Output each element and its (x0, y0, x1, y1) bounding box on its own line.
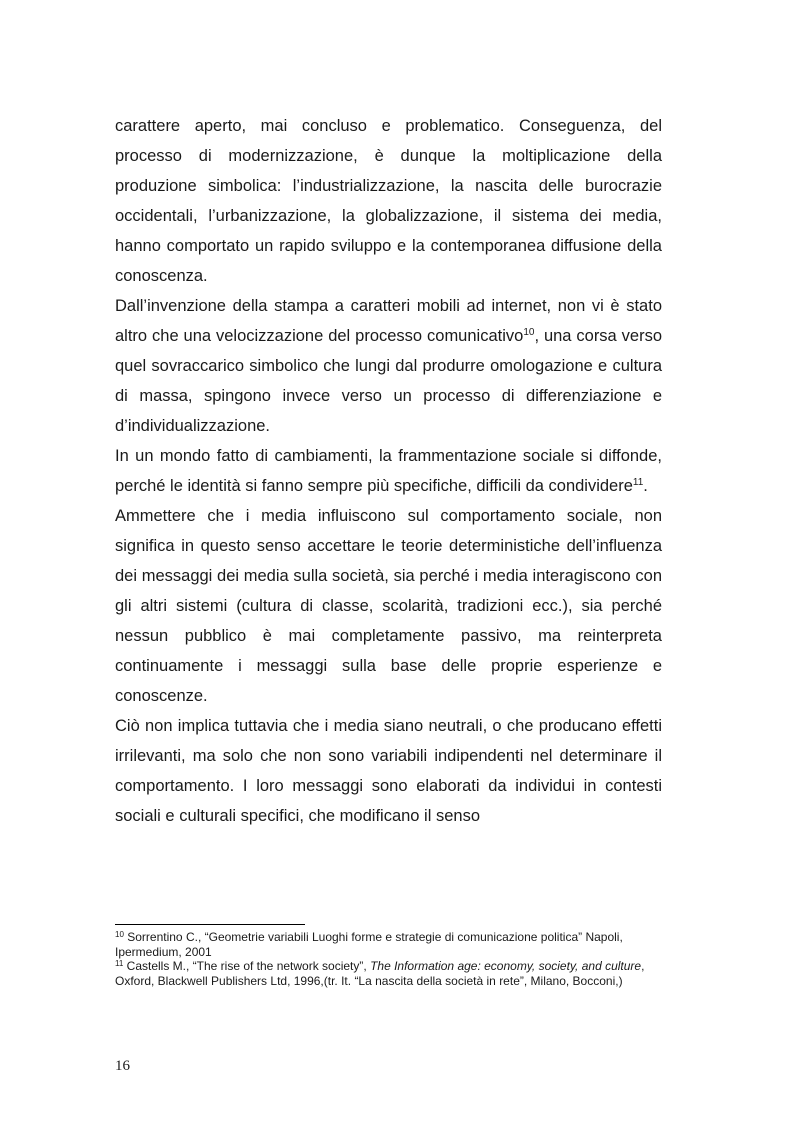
paragraph-text: In un mondo fatto di cambiamenti, la frammentazione sociale si diffonde, perché le identità si fanno sempre più specifiche, difficili da condividere (115, 447, 662, 495)
paragraph-text: , una corsa verso quel sovraccarico simbolico che lungi dal produrre omologazione e cultura di massa, spingono invece verso un processo di differenziazione e d’individualizzazione. (115, 327, 662, 435)
paragraph (115, 291, 662, 441)
footnote-text: Castells M., “The rise of the network society”, (123, 959, 371, 973)
paragraph-text: . (643, 477, 648, 495)
paragraph-text: Ciò non implica tuttavia che i media siano neutrali, o che producano effetti irrilevanti, ma solo che non sono variabili indipendenti nel determinare il comportamento. I loro messaggi sono elaborati da individui in contesti sociali e culturali specifici, che modificano il senso (115, 717, 662, 825)
footnote-text: , Oxford, Blackwell Publishers Ltd, 1996,(tr. It. “La nascita della società in rete”, Milano, Bocconi,) (115, 959, 645, 988)
body-text (115, 111, 662, 831)
footnote-reference[interactable]: 11 (632, 477, 644, 488)
page-number: 16 (115, 1058, 130, 1074)
footnote-reference[interactable]: 10 (523, 327, 535, 338)
footnote-italic-title: The Information age: economy, society, and culture (370, 959, 642, 973)
paragraph (115, 111, 662, 291)
footnote-marker: 10 (115, 930, 124, 939)
paragraph-text: carattere aperto, mai concluso e problematico. Conseguenza, del processo di modernizzazione, è dunque la moltiplicazione della produzione simbolica: l’industrializzazione, la nascita delle burocrazie occidentali, l’urbanizzazione, la globalizzazione, il sistema dei media, hanno comportato un rapido sviluppo e la contemporanea diffusione della conoscenza. (115, 117, 662, 285)
footnote (115, 959, 662, 988)
footnotes (115, 930, 662, 988)
paragraph (115, 441, 662, 501)
footnote-separator (115, 924, 305, 925)
paragraph (115, 711, 662, 831)
footnote-marker: 11 (115, 959, 124, 968)
footnote-text: Sorrentino C., “Geometrie variabili Luoghi forme e strategie di comunicazione politica” Napoli, Ipermedium, 2001 (115, 930, 623, 959)
paragraph (115, 501, 662, 711)
footnote (115, 930, 662, 959)
paragraph-text: Ammettere che i media influiscono sul comportamento sociale, non significa in questo senso accettare le teorie deterministiche dell’influenza dei messaggi dei media sulla società, sia perché i media interagiscono con gli altri sistemi (cultura di classe, scolarità, tradizioni ecc.), sia perché nessun pubblico è mai completamente passivo, ma reinterpreta continuamente i messaggi sulla base delle proprie esperienze e conoscenze. (115, 507, 662, 705)
paragraph-text: Dall’invenzione della stampa a caratteri mobili ad internet, non vi è stato altro che una velocizzazione del processo comunicativo (115, 297, 662, 345)
